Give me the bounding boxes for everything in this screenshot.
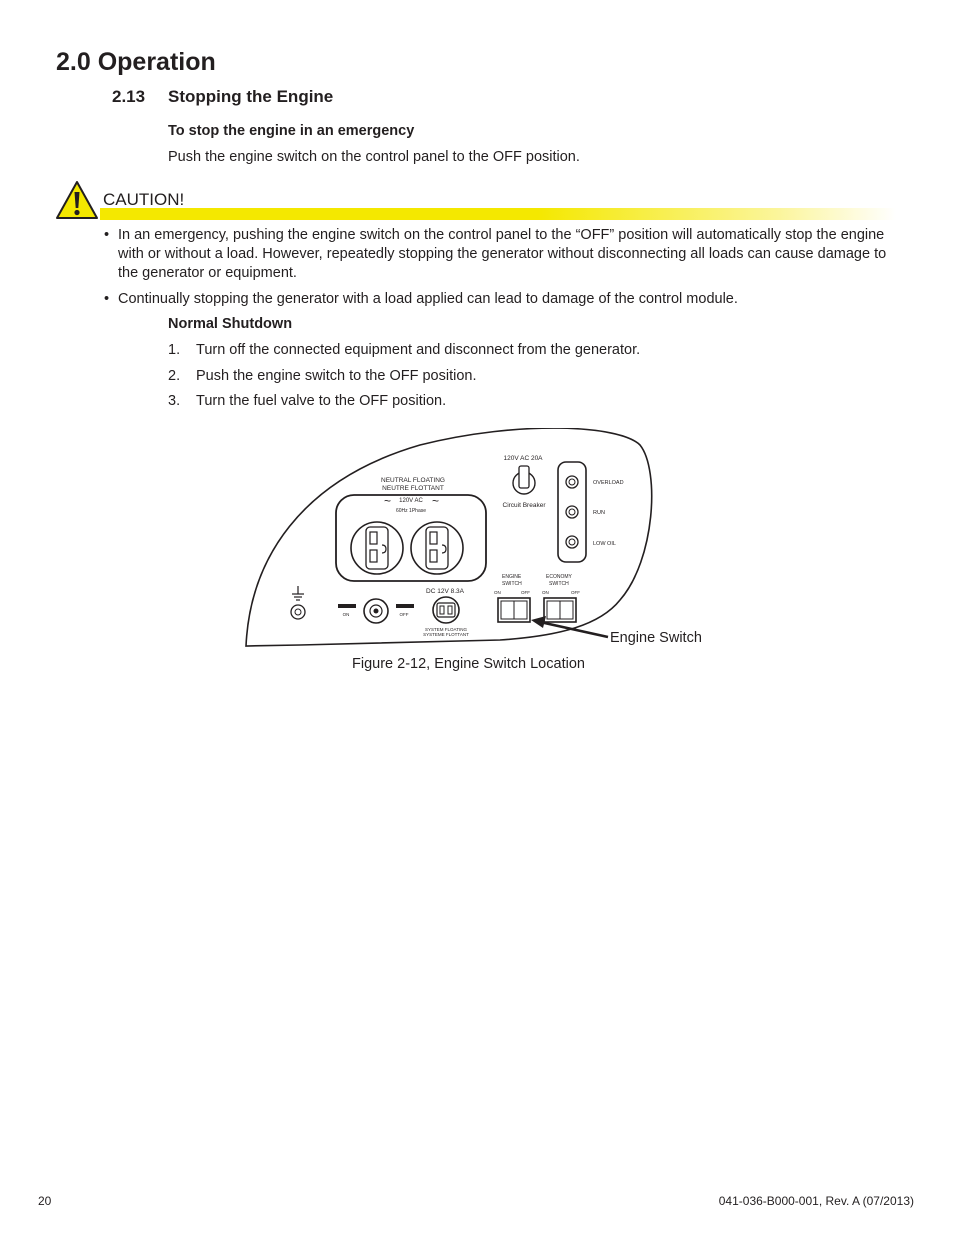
shutdown-step [168, 342, 640, 358]
step-number: 3. [168, 393, 181, 409]
engine-switch-off-label: OFF [521, 590, 530, 595]
step-number: 1. [168, 342, 181, 358]
overload-label: OVERLOAD [593, 480, 624, 486]
panel-outline [246, 428, 652, 646]
emergency-heading: To stop the engine in an emergency [168, 123, 415, 139]
caution-bullet-text: Continually stopping the generator with a load applied can lead to damage of the control module. [118, 291, 738, 307]
engine-switch-label-1: ENGINE [502, 574, 522, 580]
emergency-text: Push the engine switch on the control panel to the OFF position. [168, 149, 580, 165]
tilde-left-icon: ~ [384, 494, 392, 508]
step-number: 2. [168, 368, 181, 384]
page-title: 2.0 Operation [56, 48, 216, 76]
step-text: Turn off the connected equipment and disconnect from the generator. [196, 342, 641, 358]
engine-switch-callout: Engine Switch [610, 630, 702, 646]
dc-rating-label: DC 12V 8.3A [426, 588, 464, 595]
caution-bar [100, 208, 896, 220]
breaker-rating-label: 120V AC 20A [503, 455, 543, 462]
subsection-number: 2.13 [112, 87, 146, 106]
engine-switch-on-label: ON [494, 590, 501, 595]
control-panel-figure [240, 428, 720, 652]
neutral-floating-label: NEUTRAL FLOATING [381, 477, 445, 484]
figure-caption: Figure 2-12, Engine Switch Location [352, 656, 585, 672]
economy-switch-off-label: OFF [571, 590, 580, 595]
page-number: 20 [38, 1194, 52, 1208]
step-text: Push the engine switch to the OFF position. [196, 368, 477, 384]
shutdown-step [168, 368, 476, 384]
subsection-title: Stopping the Engine [168, 87, 334, 106]
warning-triangle-icon [55, 180, 99, 220]
system-floating-label: SYSTEM FLOATING [425, 627, 467, 632]
outlet-frequency-label: 60Hz 1Phase [395, 508, 427, 514]
dc-on-label: ON [342, 612, 350, 617]
circuit-breaker-label: Circuit Breaker [502, 502, 546, 509]
tilde-right-icon: ~ [432, 494, 440, 508]
dc-off-label: OFF [399, 612, 409, 617]
systeme-flottant-label: SYSTEME FLOTTANT [423, 632, 469, 637]
caution-bullet [104, 226, 894, 286]
subsection-heading [112, 87, 333, 107]
run-label: RUN [593, 510, 605, 516]
economy-switch-label-2: SWITCH [549, 581, 569, 587]
low-oil-label: LOW OIL [593, 541, 616, 547]
step-text: Turn the fuel valve to the OFF position. [196, 393, 447, 409]
neutral-flottant-label: NEUTRE FLOTTANT [382, 485, 444, 492]
bullet-dot: • [104, 227, 110, 243]
normal-shutdown-heading: Normal Shutdown [168, 316, 293, 332]
economy-switch-on-label: ON [542, 590, 549, 595]
shutdown-step [168, 393, 446, 409]
engine-switch-label-2: SWITCH [502, 581, 522, 587]
economy-switch-label-1: ECONOMY [546, 574, 572, 580]
caution-bullet-text: In an emergency, pushing the engine switch on the control panel to the “OFF” position will automatically stop the engine with or without a load. However, repeatedly stopping the generator without disconnecting all loads can cause damage to the generator or equipment. [118, 227, 887, 281]
caution-bullet [104, 290, 894, 310]
document-id: 041-036-B000-001, Rev. A (07/2013) [718, 1194, 914, 1208]
outlet-rating-label: 120V AC [399, 498, 423, 504]
bullet-dot: • [104, 291, 110, 307]
caution-label: CAUTION! [103, 190, 185, 209]
